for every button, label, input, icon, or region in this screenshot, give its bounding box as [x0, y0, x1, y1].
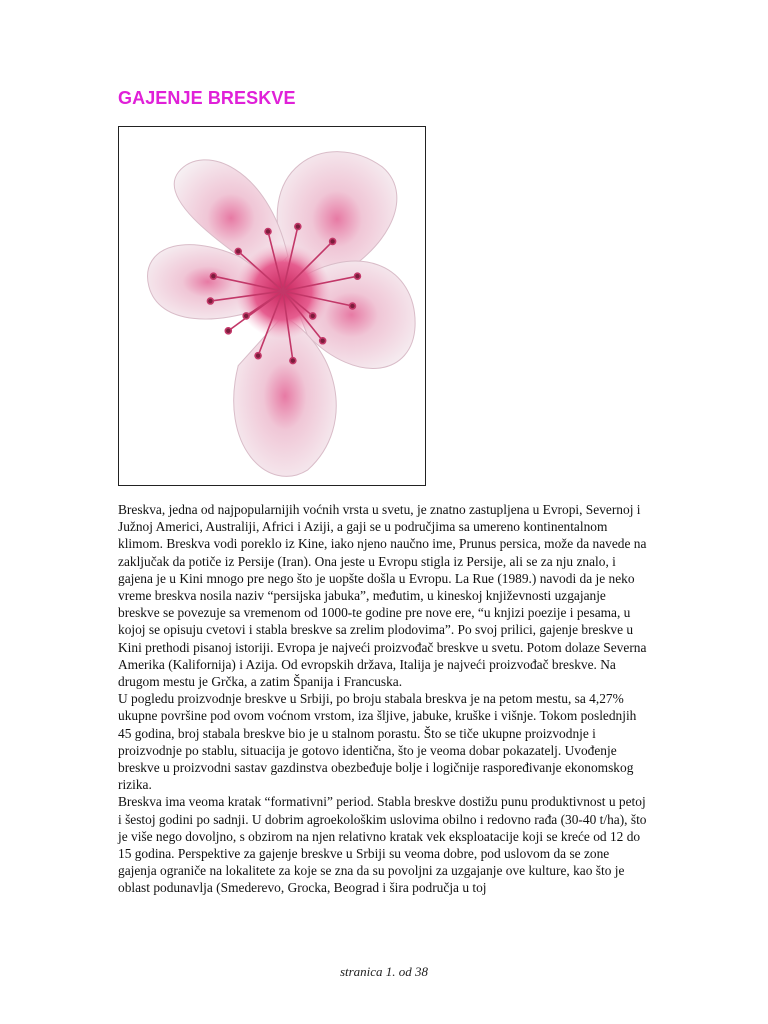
peach-blossom-icon: [119, 127, 425, 485]
paragraph-3: Breskva ima veoma kratak “formativni” period. Stabla breskve dostižu punu produktivnost u petoj i šestoj godini po sadnji. U dobrim agroekološkim uslovima obilno i redovno rađa (30-40 t/ha), što je više nego dovoljno, s obzirom na njen relativno kratak vek eksploatacije koji se kreće od 12 do 15 godina. Perspektive za gajenje breskve u Srbiji su veoma dobre, pod uslovom da se zone gajenja ograniče na lokalitete za koje se zna da su povoljni za uzgajanje ove kulture, kao što je oblast podunavlja (Smederevo, Grocka, Beograd i šira područja u toj: [118, 794, 647, 896]
page-footer: stranica 1. od 38: [339, 964, 429, 979]
body-text: [118, 501, 648, 897]
peach-blossom-image: [118, 126, 426, 486]
paragraph-2: U pogledu proizvodnje breskve u Srbiji, po broju stabala breskva je na petom mestu, sa 4,27% ukupne površine pod ovom voćnom vrstom, iza šljive, jabuke, kruške i višnje. Tokom poslednjih 45 godina, broj stabala breskve bio je u stalnom porastu. Što se tiče ukupne proizvodnje i proizvodnje po stablu, situacija je gotovo identična, što je veoma dobar pokazatelj. Uvođenje breskve u proizvodni sastav gazdinstva obezbeđuje bolje i logičnije raspoređivanje ekonomskog rizika.: [118, 691, 637, 793]
paragraph-1: Breskva, jedna od najpopularnijih voćnih vrsta u svetu, je znatno zastupljena u Evropi, Severnoj i Južnoj Americi, Australiji, Africi i Aziji, a gaji se u područjima sa umereno kontinentalnom klimom. Breskva vodi poreklo iz Kine, iako njeno naučno ime, Prunus persica, može da navede na zaključak da potiče iz Persije (Iran). Ona jeste u Evropu stigla iz Persije, ali se za nju znalo, i gajena je u Kini mnogo pre nego što je uopšte došla u Evropu. La Rue (1989.) navodi da je neko vreme breskva nosila naziv “persijska jabuka”, međutim, u kineskoj književnosti uzgajanje breskve se povezuje sa vremenom od 1000-te godine pre nove ere, “u knjizi poezije i pesama, u kojoj se opisuju cvetovi i stabla breskve sa zrelim plodovima”. Po svoj prilici, gajenje breskve u Kini prethodi pisanoj istoriji. Evropa je najveći proizvođač breskve u svetu. Potom dolaze Severna Amerika (Kalifornija) i Azija. Od evropskih država, Italija je najveći proizvođač breskve. Na drugom mestu je Grčka, a zatim Španija i Francuska.: [118, 502, 647, 690]
document-title: GAJENJE BRESKVE: [118, 88, 296, 108]
